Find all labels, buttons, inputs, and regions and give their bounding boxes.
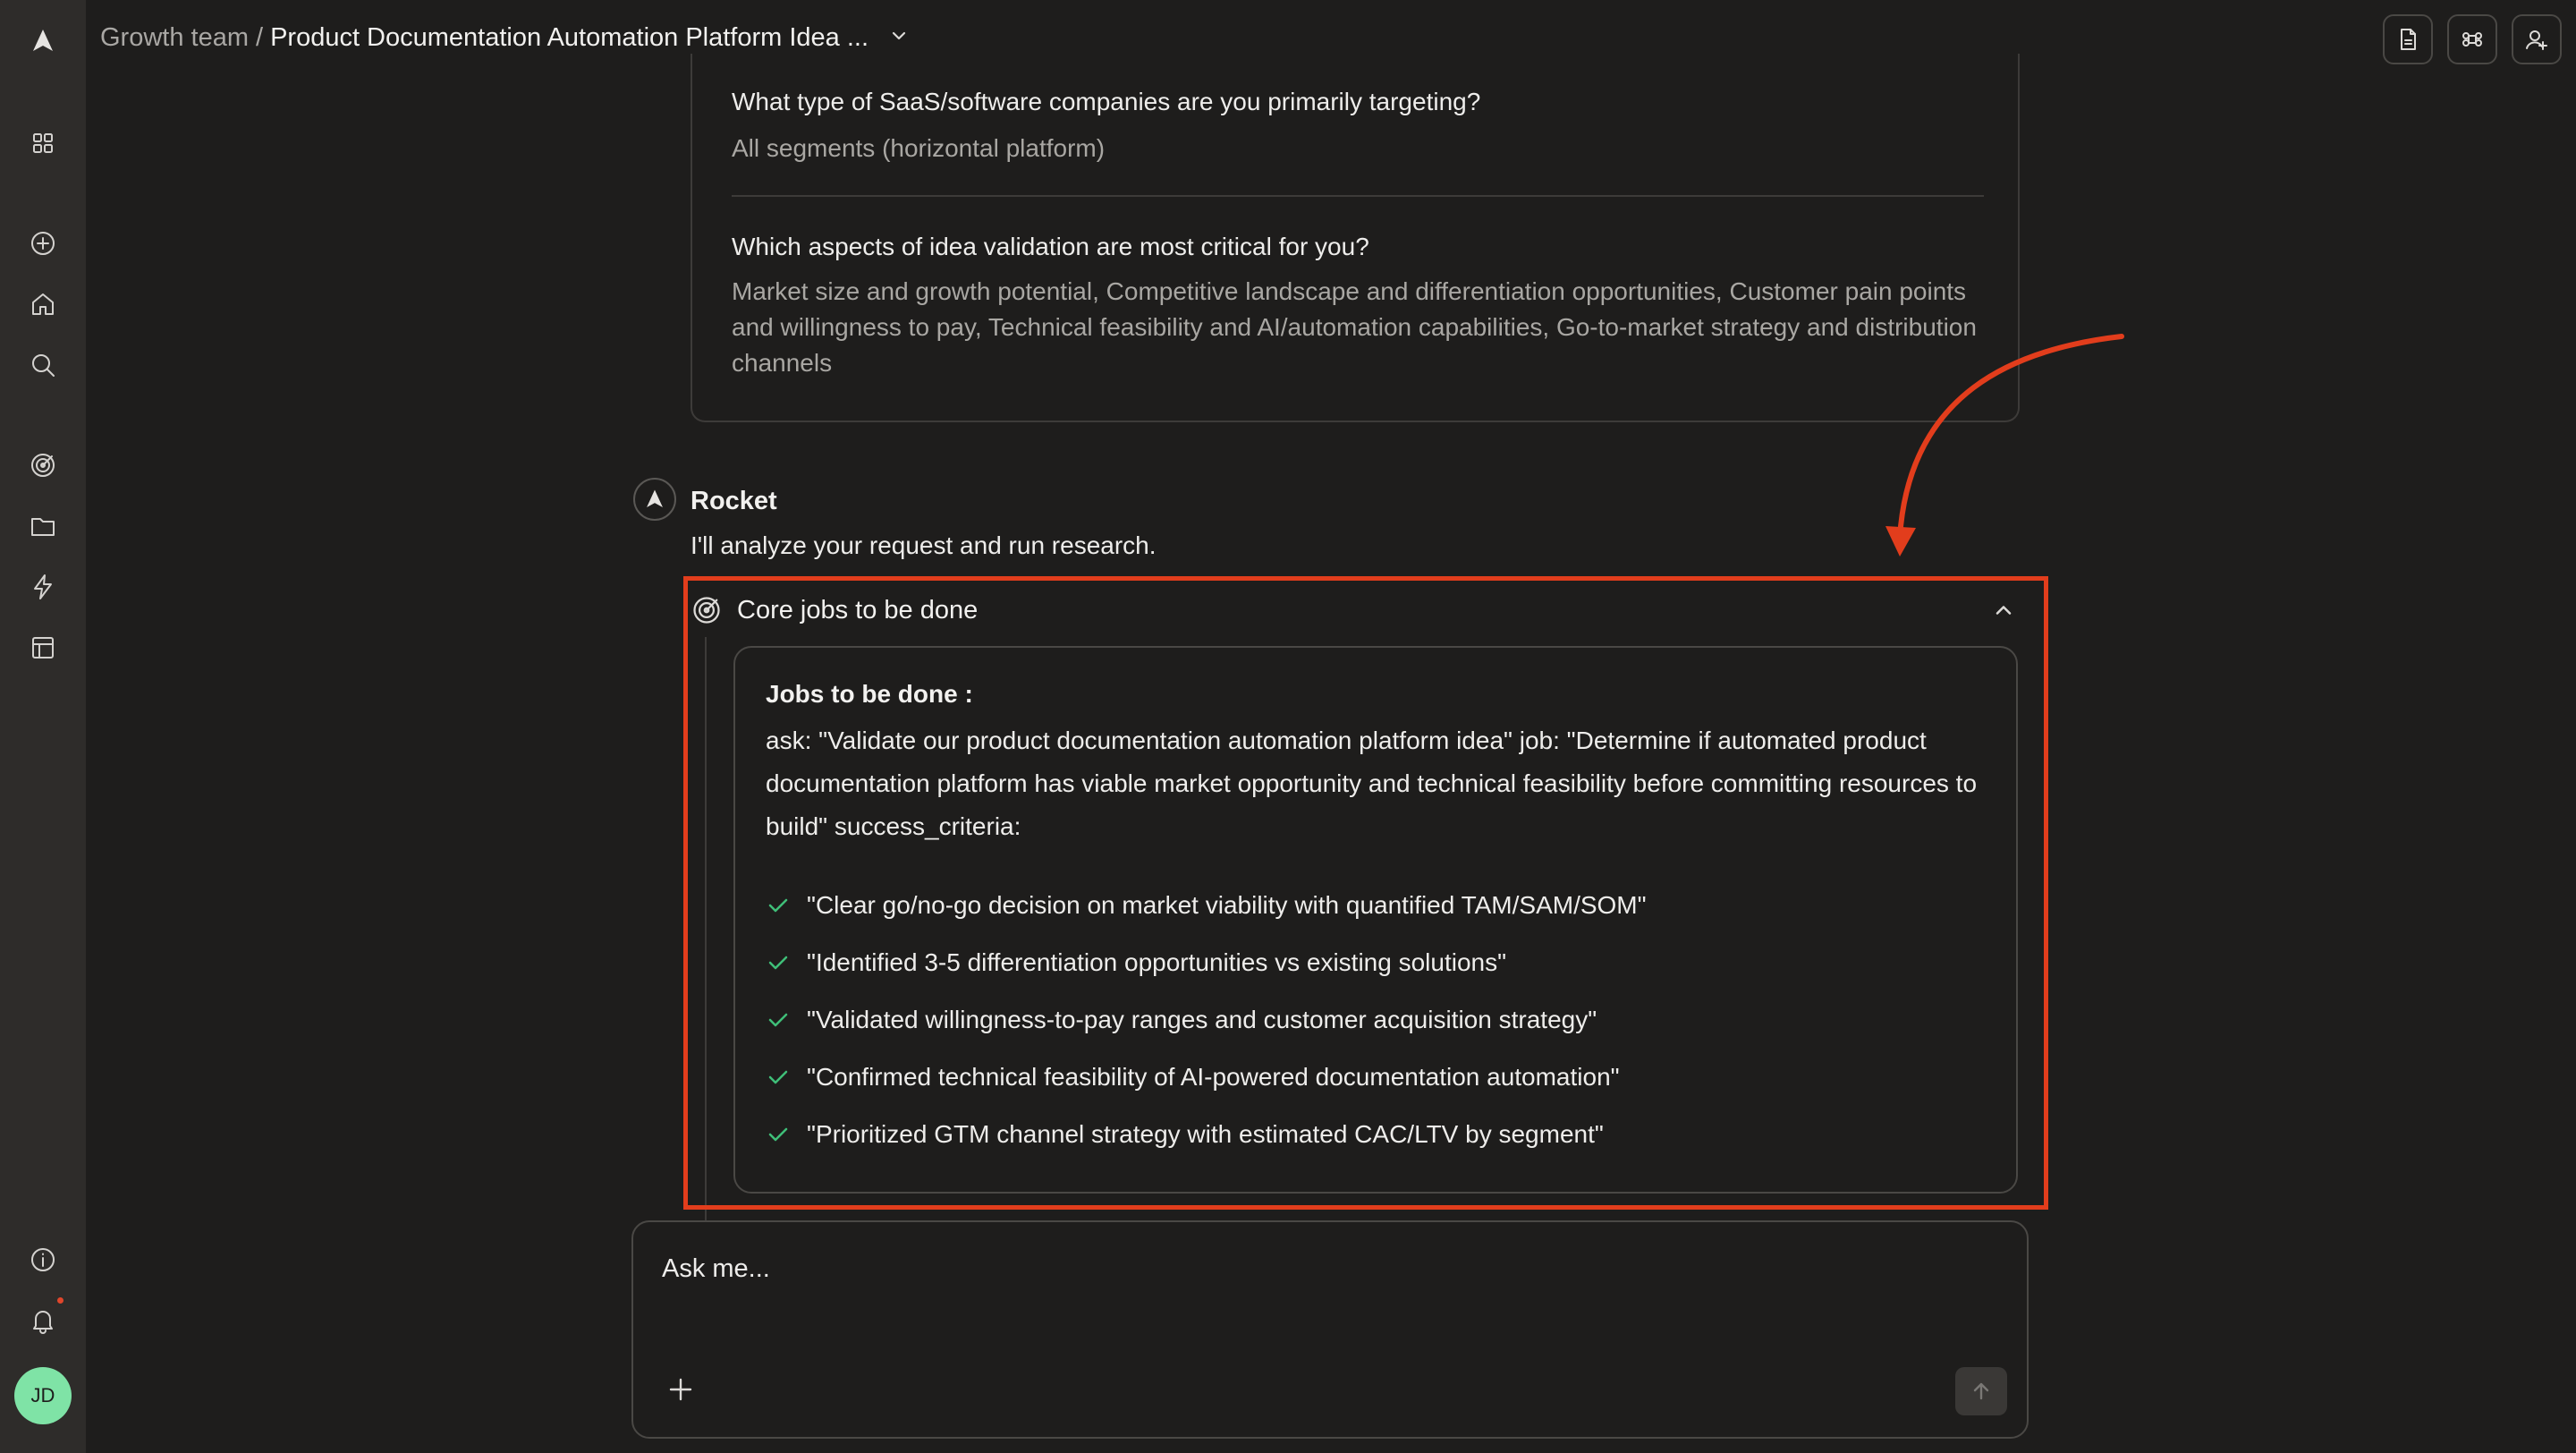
answer-2: Market size and growth potential, Competitive landscape and differentiation opportunities, Customer pain points and willingness to pay, Technical feasibility and AI/automation capabilities, Go-to-market strategy and distribution channels (732, 277, 1977, 377)
criterion-text: "Confirmed technical feasibility of AI-powered documentation automation" (807, 1063, 1620, 1091)
arrow-up-icon (1970, 1380, 1993, 1403)
lightning-icon[interactable] (25, 569, 61, 605)
card-title: Jobs to be done : (766, 680, 973, 708)
avatar[interactable]: JD (14, 1367, 72, 1424)
command-icon (2460, 27, 2485, 52)
answers-panel (691, 54, 2020, 422)
rocket-logo-icon (643, 488, 666, 511)
info-icon[interactable] (25, 1242, 61, 1278)
question-1: What type of SaaS/software companies are you primarily targeting? (732, 88, 1481, 115)
criterion-text: "Clear go/no-go decision on market viability with quantified TAM/SAM/SOM" (807, 891, 1647, 919)
command-button[interactable] (2447, 14, 2497, 64)
document-button[interactable] (2383, 14, 2433, 64)
folder-icon[interactable] (25, 508, 61, 544)
answer-1: All segments (horizontal platform) (732, 134, 1106, 162)
grid-icon[interactable] (25, 125, 61, 161)
criterion-text: "Identified 3-5 differentiation opportunities vs existing solutions" (807, 948, 1507, 976)
plus-icon[interactable] (665, 1374, 696, 1405)
page-title[interactable]: Product Documentation Automation Platform Idea ... (270, 23, 869, 52)
composer (631, 1220, 2029, 1439)
assistant-name: Rocket (691, 487, 777, 515)
logo-icon[interactable] (25, 23, 61, 59)
criterion-text: "Validated willingness-to-pay ranges and customer acquisition strategy" (807, 1006, 1597, 1033)
assistant-message: I'll analyze your request and run research. (691, 531, 1157, 559)
search-icon[interactable] (25, 347, 61, 383)
layout-icon[interactable] (25, 630, 61, 666)
divider (732, 195, 1984, 197)
add-user-button[interactable] (2512, 14, 2562, 64)
annotation-arrow-icon (1860, 322, 2147, 564)
breadcrumb-team[interactable]: Growth team (100, 23, 249, 52)
home-icon[interactable] (25, 286, 61, 322)
breadcrumb-separator: / (256, 23, 264, 52)
target-icon[interactable] (25, 447, 61, 483)
ask-input[interactable] (662, 1254, 1914, 1284)
card-body: ask: "Validate our product documentation automation platform idea" job: "Determine if automated product documentation platform has viable market opportunity and technical feasibility before committing resources to build" success_criteria: (766, 726, 1978, 840)
criterion-text: "Prioritized GTM channel strategy with estimated CAC/LTV by segment" (807, 1120, 1604, 1148)
question-2: Which aspects of idea validation are most critical for you? (732, 233, 1369, 260)
notification-dot (57, 1297, 64, 1304)
add-user-icon (2524, 27, 2549, 52)
document-icon (2395, 27, 2420, 52)
sidebar (0, 0, 86, 1453)
rocket-avatar (633, 478, 676, 521)
send-button[interactable] (1955, 1367, 2007, 1415)
new-icon[interactable] (25, 225, 61, 261)
breadcrumb (100, 23, 910, 54)
bell-icon[interactable] (25, 1303, 61, 1338)
highlight-box (683, 576, 2048, 1210)
chevron-down-icon[interactable] (888, 24, 910, 54)
accordion-header[interactable]: Core jobs to be done (737, 596, 979, 625)
